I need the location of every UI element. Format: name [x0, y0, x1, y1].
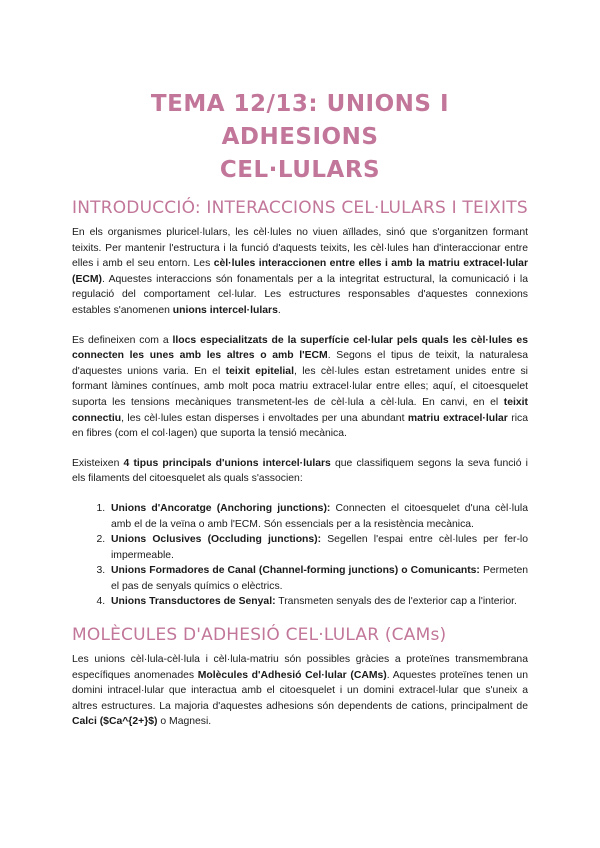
list-item [108, 501, 528, 532]
intro-paragraph-2 [72, 333, 528, 442]
bold-run: cèl·lules interaccionen entre elles i amb la matriu extracel·lular (ECM) [72, 258, 528, 285]
bold-run: Molècules d'Adhesió Cel·lular (CAMs) [197, 669, 387, 681]
intro-paragraph-1 [72, 225, 528, 319]
bold-run: teixit connectiu [72, 396, 528, 424]
text-run: . Aquestes interaccions són fonamentals per a la integritat estructural, la comunicació i la regulació del comportament cel·lular. Les estructures responsables d'aquestes connexions estables s'anomenen [72, 273, 528, 316]
text-run: , les cèl·lules estan estretament unides entre si formant làmines contínues, amb molt poca matriu extracel·lular entre elles; aquí, el citoesquelet suporta les tensions mecàniques transmetent-les de cèl·lula a cèl·lula. En canvi, en el [72, 365, 528, 408]
bold-run: teixit epitelial [225, 365, 294, 377]
section-heading-cams: MOLÈCULES D'ADHESIÓ CEL·LULAR (CAMs) [72, 625, 447, 646]
list-item-description: Transmeten senyals des de l'exterior cap a l'interior. [275, 596, 517, 608]
text-run: . Aquestes proteïnes tenen un domini intracel·lular que interactua amb el citoesquelet i un domini extracel·lular que s'uneix a altres estructures. La majoria d'aquestes adhesions són dependents de cations, principalment de [72, 669, 528, 712]
title-line-2: CEL·LULARS [219, 157, 381, 183]
list-item [108, 532, 528, 563]
text-run: que classifiquem segons la seva funció i els filaments del citoesquelet als quals s'associen: [72, 457, 528, 485]
intro-paragraph-3 [72, 456, 528, 487]
bold-run: llocs especialitzats de la superfície cel·lular pels quals les cèl·lules es connecten les unes amb les altres o amb l'ECM [72, 334, 528, 362]
text-run: , les cèl·lules estan disperses i envoltades per una abundant [121, 412, 408, 424]
list-item-description: Segellen l'espai entre cèl·lules per fer-lo impermeable. [111, 534, 528, 561]
list-item-description: Permeten el pas de senyals químics o elèctrics. [111, 565, 529, 592]
text-run: Les unions cèl·lula-cèl·lula i cèl·lula-matriu són possibles gràcies a proteïnes transmembrana específiques anomenades [72, 654, 528, 681]
list-item-description: Connecten el citoesquelet d'una cèl·lula amb el de la veïna o amb l'ECM. Són essencials per a la resistència mecànica. [111, 502, 528, 530]
bold-run: Calci ($Ca^{2+}$) [72, 716, 158, 728]
list-item [108, 563, 528, 594]
text-run: Es defineixen com a [72, 334, 173, 346]
section-heading-introduccio: INTRODUCCIÓ: INTERACCIONS CEL·LULARS I TEIXITS [72, 198, 528, 218]
list-item-term: Unions Oclusives (Occluding junctions): [111, 534, 322, 546]
list-item-term: Unions d'Ancoratge (Anchoring junctions): [111, 502, 331, 514]
bold-run: unions intercel·lulars [172, 304, 278, 316]
bold-run: matriu extracel·lular [407, 412, 508, 424]
list-item-term: Unions Formadores de Canal (Channel-forming junctions) o Comunicants: [111, 565, 480, 577]
bold-run: 4 tipus principals d'unions intercel·lulars [123, 457, 331, 469]
text-run: o Magnesi. [157, 716, 212, 728]
list-item [108, 594, 528, 610]
text-run: En els organismes pluricel·lulars, les cèl·lules no viuen aïllades, sinó que s'organitzen formant teixits. Per mantenir l'estructura i la funció d'aquests teixits, les cèl·lules han d'interaccionar entre elles i amb el seu entorn. Les [72, 227, 528, 270]
text-run: rica en fibres (com el col·lagen) que suporta la tensió mecànica. [72, 412, 528, 440]
text-run: Existeixen [72, 457, 124, 469]
junction-types-list [72, 501, 528, 610]
text-run: . Segons el tipus de teixit, la naturalesa d'aquestes unions varia. En el [72, 350, 528, 377]
cams-paragraph-1 [72, 652, 528, 730]
text-run: . [277, 304, 281, 316]
document-title [72, 0, 528, 187]
list-item-term: Unions Transductores de Senyal: [111, 596, 276, 608]
title-line-1: TEMA 12/13: UNIONS I ADHESIONS [150, 91, 450, 150]
